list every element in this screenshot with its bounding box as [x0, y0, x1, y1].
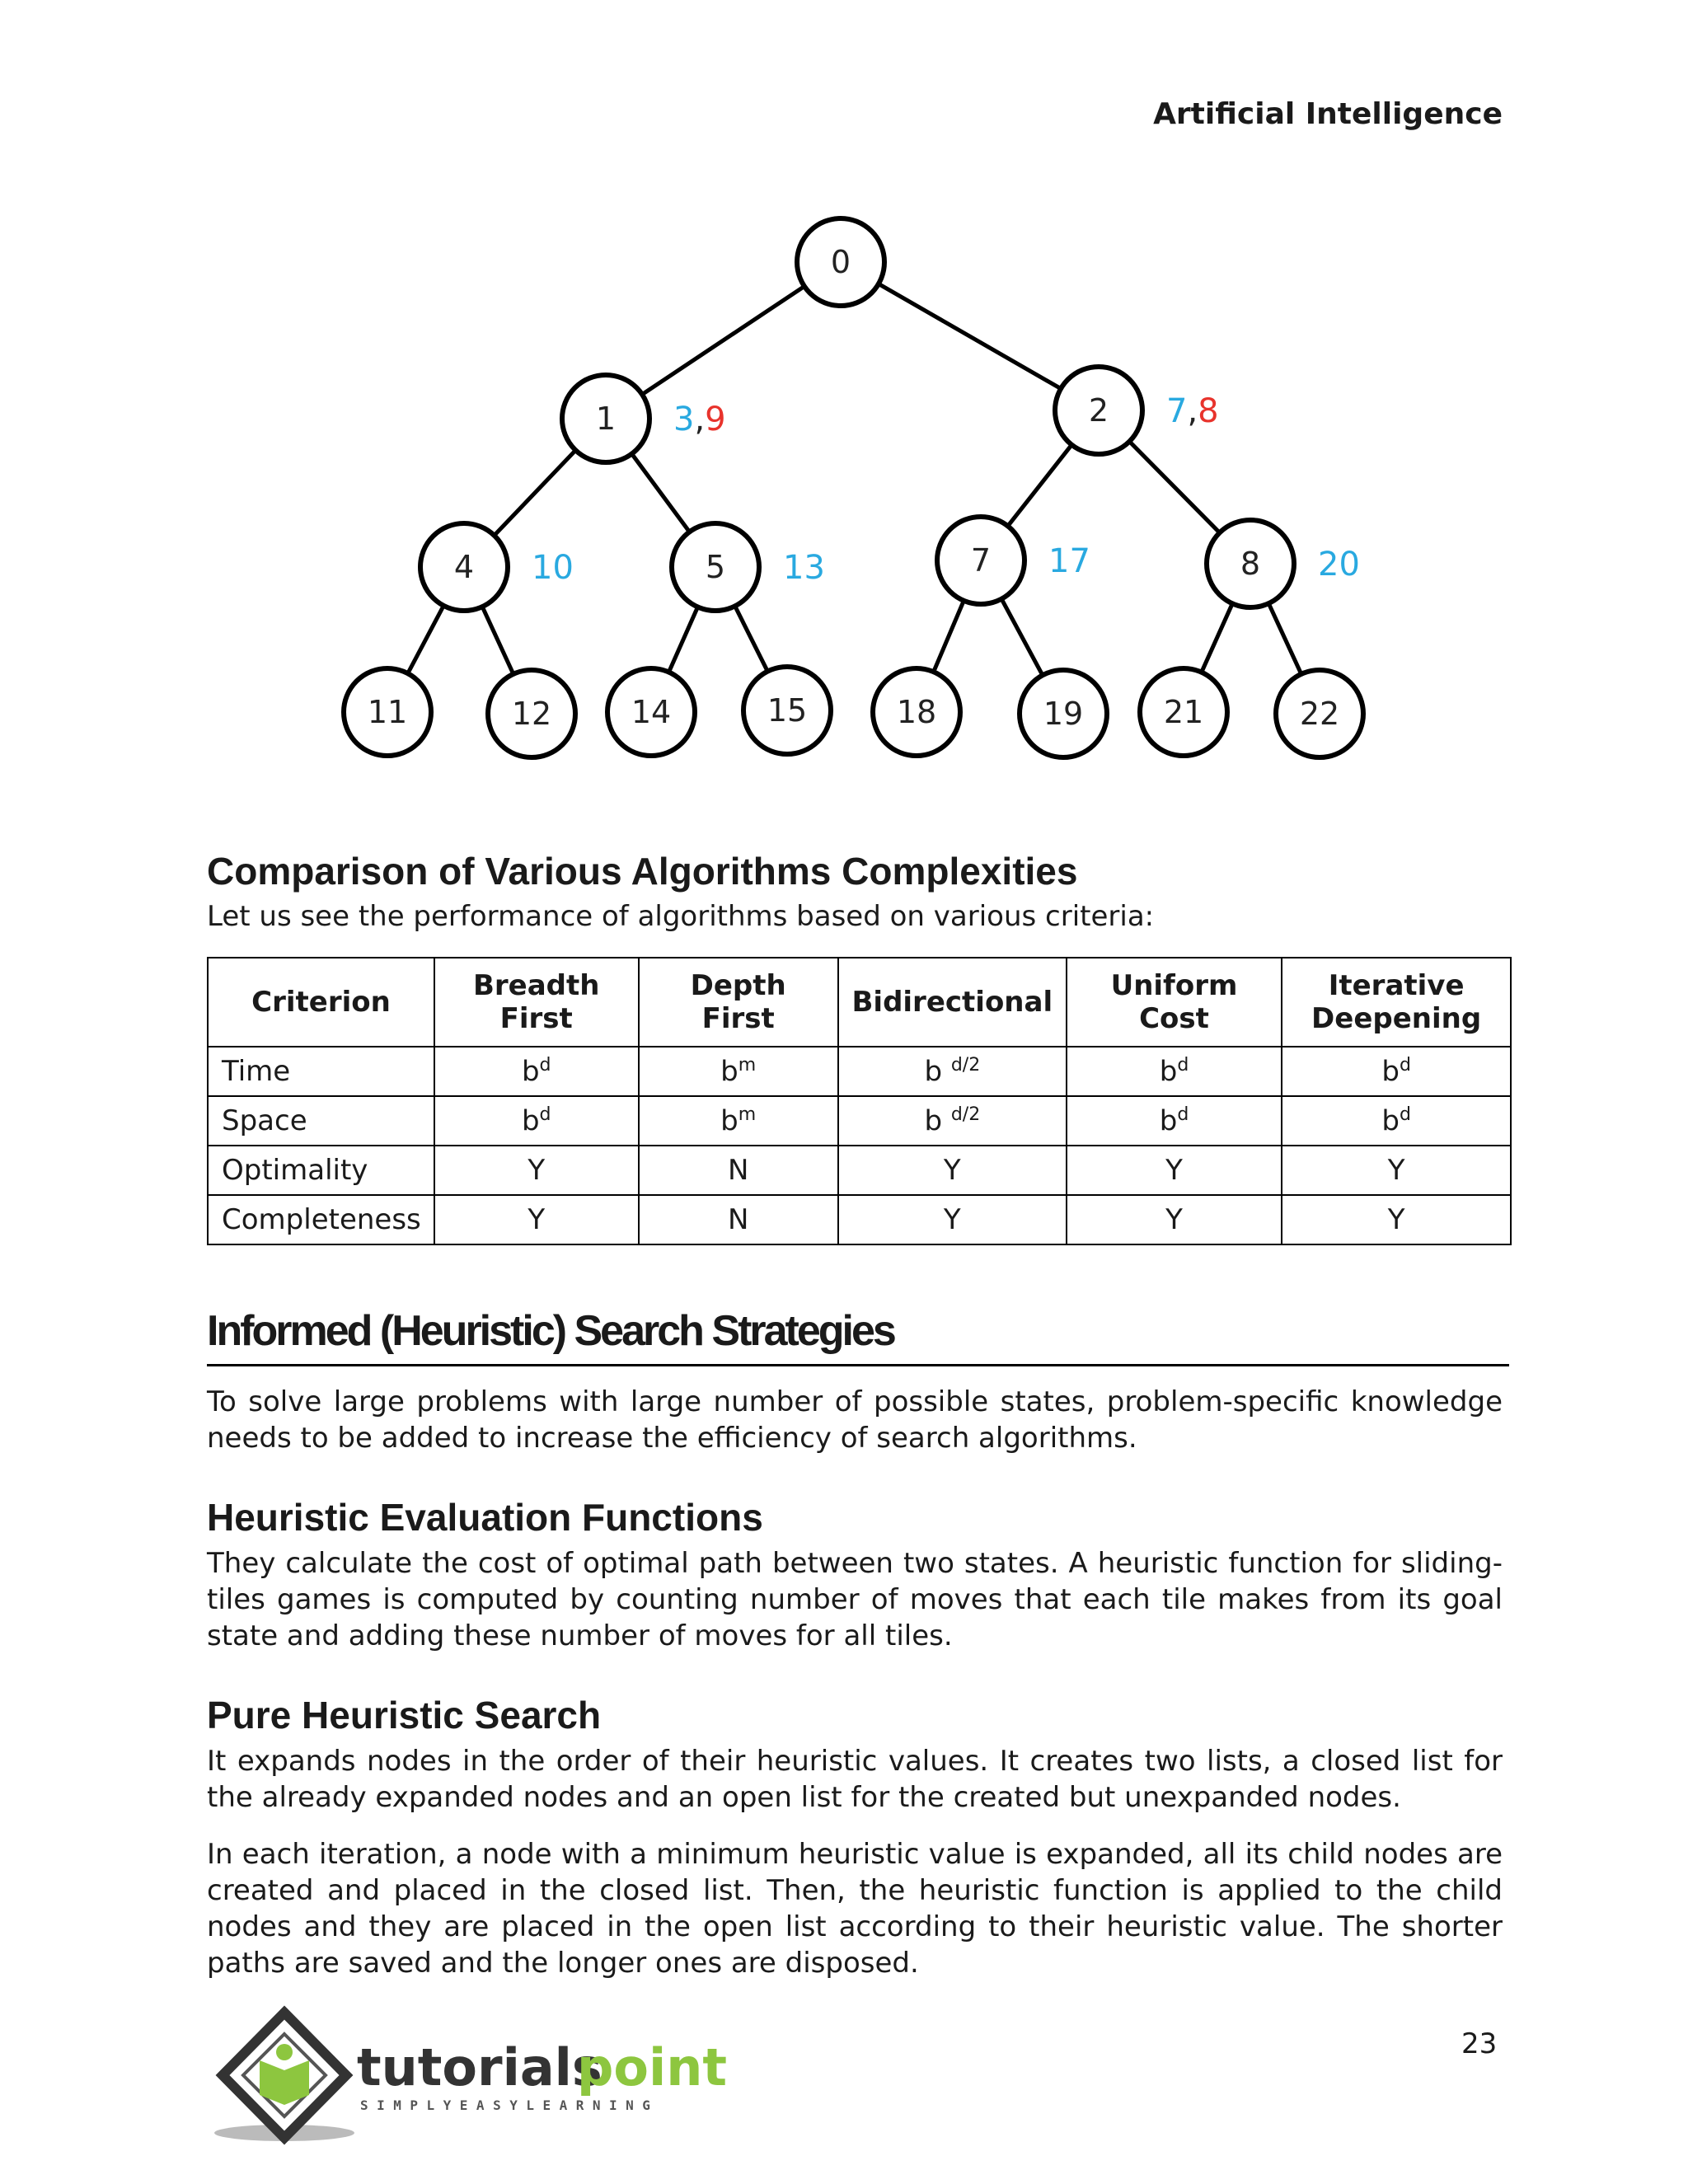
logo-text-point: point	[577, 2037, 728, 2097]
page-header-title: Artificial Intelligence	[1153, 97, 1503, 131]
tree-node-label: 19	[1043, 696, 1084, 732]
cell-iterative-deepening: $b^d$	[1282, 1047, 1511, 1096]
tree-node	[488, 670, 575, 757]
cell-depth-first: N	[639, 1146, 838, 1195]
informed-intro: To solve large problems with large number of possible states, problem-specific knowledge needs to be added to increase the efficiency of search algorithms.	[207, 1385, 1503, 1455]
cell-uniform-cost: Y	[1067, 1195, 1282, 1244]
page-number: 23	[1461, 2027, 1498, 2060]
heuristic-eval-heading: Heuristic Evaluation Functions	[207, 1496, 763, 1539]
tree-edge	[408, 606, 443, 673]
table-row	[208, 1195, 1511, 1244]
tree-node-label: 5	[705, 549, 726, 585]
tree-node-annotation: 13	[783, 549, 825, 587]
cell-depth-first: N	[639, 1195, 838, 1244]
cell-criterion: Optimality	[208, 1146, 434, 1195]
cell-criterion: Time	[208, 1047, 434, 1096]
cell-iterative-deepening: Y	[1282, 1195, 1511, 1244]
cell-bidirectional: Y	[838, 1146, 1067, 1195]
tree-node-label: 12	[511, 696, 552, 732]
cell-breadth-first: $b^d$	[434, 1096, 639, 1146]
tree-edge	[879, 284, 1061, 388]
table-row	[208, 1047, 1511, 1096]
tree-node-label: 22	[1299, 696, 1340, 732]
tree-edge	[1268, 603, 1301, 674]
tree-edge	[668, 607, 697, 672]
tree-node	[562, 375, 649, 462]
cell-iterative-deepening: Y	[1282, 1146, 1511, 1195]
pure-heuristic-text-2: In each iteration, a node with a minimum heuristic value is expanded, all its child nodes are created and placed in the closed list. Then, the heuristic function is applied to the child nodes and they are placed in the open list according to their heuristic value. The shorter paths are saved and the longer ones are disposed.	[207, 1838, 1503, 1980]
tree-edge	[735, 606, 768, 671]
tree-edge	[934, 601, 964, 672]
tree-node	[1276, 670, 1363, 757]
header-breadth-first: Breadth First	[434, 958, 639, 1047]
cell-iterative-deepening: $b^d$	[1282, 1096, 1511, 1146]
tree-node-label: 2	[1088, 392, 1109, 429]
tree-node	[797, 218, 884, 306]
complexity-table	[207, 957, 1512, 1245]
tree-edge	[1008, 445, 1072, 527]
tree-node-label: 11	[367, 694, 408, 730]
tree-node-label: 7	[970, 542, 992, 579]
cell-bidirectional: b $^{d/2}$	[838, 1096, 1067, 1146]
tree-edge	[1129, 442, 1219, 533]
tree-node-label: 21	[1163, 694, 1204, 730]
cell-depth-first: $b^m$	[639, 1096, 838, 1146]
cell-uniform-cost: $b^d$	[1067, 1096, 1282, 1146]
tree-edge	[1202, 603, 1233, 672]
tree-node-label: 15	[767, 692, 808, 729]
search-tree-diagram	[0, 0, 1688, 791]
tree-node-label: 8	[1240, 546, 1261, 582]
cell-bidirectional: Y	[838, 1195, 1067, 1244]
tree-edge	[482, 607, 513, 674]
header-iterative-deepening: Iterative Deepening	[1282, 958, 1511, 1047]
tutorialspoint-logo	[210, 2003, 754, 2151]
tree-node-label: 0	[830, 244, 851, 280]
tree-node-annotation: 17	[1048, 542, 1090, 580]
header-bidirectional: Bidirectional	[838, 958, 1067, 1047]
heading-rule	[207, 1364, 1509, 1366]
tree-node-annotation: 7,8	[1166, 392, 1219, 430]
tree-node	[1140, 668, 1227, 756]
cell-depth-first: $b^m$	[639, 1047, 838, 1096]
table-row	[208, 1096, 1511, 1146]
tree-node	[344, 668, 431, 756]
tree-node	[873, 668, 960, 756]
logo-text-tutorials: tutorials	[357, 2037, 603, 2097]
tree-node	[1055, 367, 1142, 454]
tree-node	[1020, 670, 1107, 757]
pure-heuristic-text-1: It expands nodes in the order of their heuristic values. It creates two lists, a closed list for the already expanded nodes and an open list for the created but unexpanded nodes.	[207, 1745, 1503, 1814]
cell-uniform-cost: $b^d$	[1067, 1047, 1282, 1096]
tree-node-label: 18	[896, 694, 937, 730]
header-criterion: Criterion	[208, 958, 434, 1047]
header-uniform-cost: Uniform Cost	[1067, 958, 1282, 1047]
header-depth-first: Depth First	[639, 958, 838, 1047]
tree-edge	[495, 450, 576, 535]
table-row	[208, 1146, 1511, 1195]
cell-breadth-first: $b^d$	[434, 1047, 639, 1096]
cell-breadth-first: Y	[434, 1146, 639, 1195]
tree-node-annotation: 20	[1318, 546, 1360, 583]
tree-node-label: 4	[453, 549, 475, 585]
tree-edge	[642, 286, 804, 394]
comparison-intro: Let us see the performance of algorithms based on various criteria:	[207, 900, 1155, 933]
cell-uniform-cost: Y	[1067, 1146, 1282, 1195]
tree-node-annotation: 10	[532, 549, 574, 587]
tree-node	[672, 523, 759, 611]
tree-node	[743, 667, 831, 754]
heuristic-eval-text: They calculate the cost of optimal path between two states. A heuristic function for sliding-tiles games is computed by counting number of moves that each tile makes from its goal state and adding these number of moves for all tiles.	[207, 1547, 1503, 1652]
cell-bidirectional: b $^{d/2}$	[838, 1047, 1067, 1096]
tree-node-label: 14	[631, 694, 672, 730]
cell-criterion: Completeness	[208, 1195, 434, 1244]
comparison-heading: Comparison of Various Algorithms Complexities	[207, 850, 1078, 893]
cell-breadth-first: Y	[434, 1195, 639, 1244]
tree-node-label: 1	[595, 401, 617, 437]
table-header-row	[208, 958, 1511, 1047]
tree-node	[607, 668, 695, 756]
tree-node	[1207, 520, 1294, 607]
tree-edge	[631, 454, 689, 532]
informed-search-heading: Informed (Heuristic) Search Strategies	[207, 1307, 894, 1355]
tree-node	[420, 523, 508, 611]
cell-criterion: Space	[208, 1096, 434, 1146]
tree-node-annotation: 3,9	[673, 401, 726, 438]
logo-tagline: SIMPLYEASYLEARNING	[360, 2097, 659, 2113]
pure-heuristic-heading: Pure Heuristic Search	[207, 1694, 602, 1736]
tree-edge	[1001, 599, 1043, 676]
tree-node	[937, 517, 1025, 604]
